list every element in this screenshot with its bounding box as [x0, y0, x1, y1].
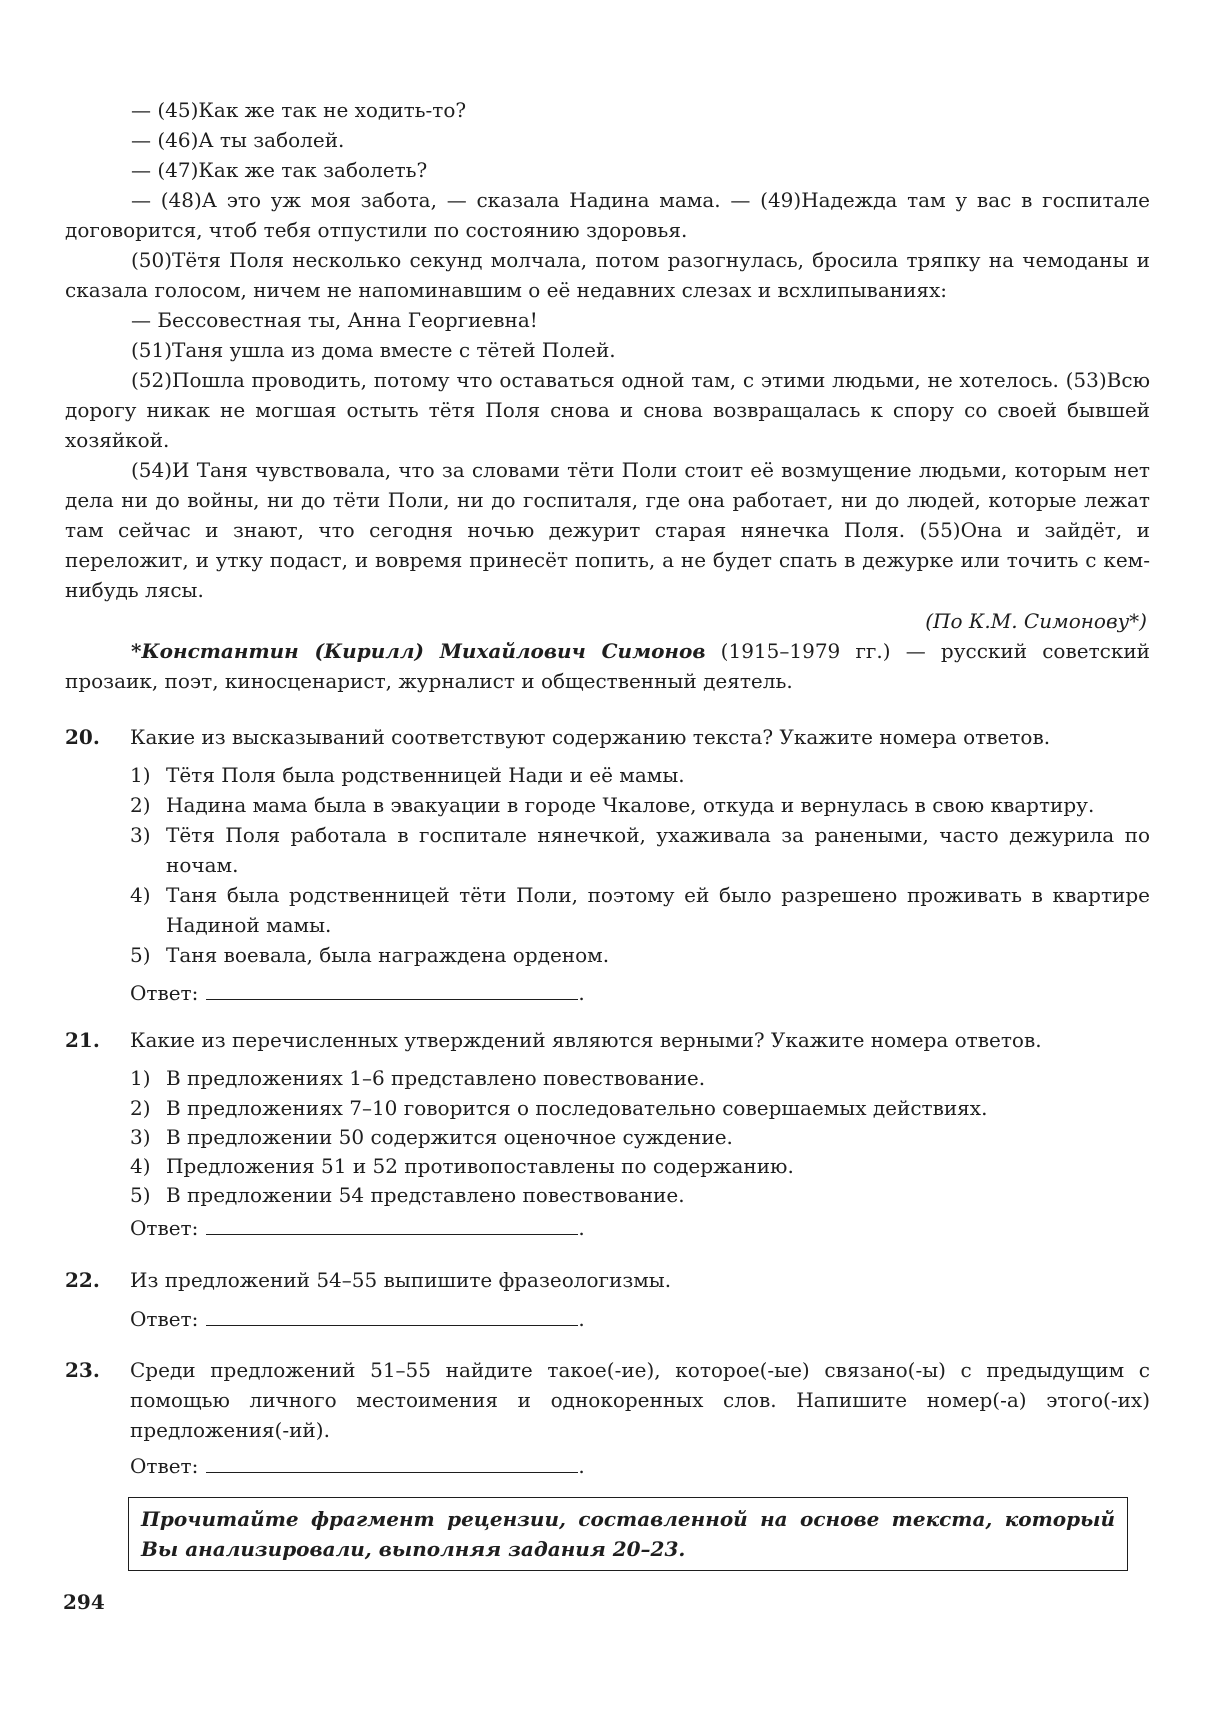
- option-text: В предложении 54 представлено повествование.: [166, 1183, 685, 1207]
- answer-option: [130, 820, 1150, 880]
- answer-option: [130, 880, 1150, 940]
- passage-paragraph: (54)И Таня чувствовала, что за словами тёти Поли стоит её возмущение людьми, которым нет дела ни до войны, ни до тёти Поли, ни до госпиталя, где она работает, ни до людей, которые лежат там сейчас и знают, что сегодня ночью дежурит старая нянечка Поля. (55)Она и зайдёт, и переложит, и утку подаст, и вовремя принесёт попить, а не будет спать в дежурке или точить с кем-нибудь лясы.: [65, 458, 1150, 602]
- answer-dot: .: [578, 1216, 585, 1240]
- dialogue-line: — (46)А ты заболей.: [131, 128, 345, 152]
- option-number: 4): [130, 1154, 151, 1178]
- answer-blank-line[interactable]: [206, 1450, 578, 1473]
- answer-dot: .: [578, 1454, 585, 1478]
- option-number: 5): [130, 943, 151, 967]
- answer-option: [130, 1063, 1150, 1093]
- option-text: Таня воевала, была награждена орденом.: [166, 943, 610, 967]
- option-text: Тётя Поля была родственницей Нади и её мамы.: [166, 763, 685, 787]
- author-footnote: [65, 636, 1150, 696]
- page-number: 294: [63, 1590, 105, 1614]
- option-number: 3): [130, 1125, 151, 1149]
- option-text: Таня была родственницей тёти Поли, поэтому ей было разрешено проживать в квартире Надиной мамы.: [166, 883, 1150, 937]
- answer-option: [130, 790, 1150, 820]
- option-text: Надина мама была в эвакуации в городе Чкалове, откуда и вернулась в свою квартиру.: [166, 793, 1095, 817]
- passage-paragraph: (50)Тётя Поля несколько секунд молчала, потом разогнулась, бросила тряпку на чемоданы и сказала голосом, ничем не напоминавшим о её недавних слезах и всхлипываниях:: [65, 248, 1150, 302]
- option-text: Предложения 51 и 52 противопоставлены по содержанию.: [166, 1154, 794, 1178]
- question-text: Какие из высказываний соответствуют содержанию текста? Укажите номера ответов.: [130, 725, 1051, 749]
- answer-blank-line[interactable]: [206, 1212, 578, 1235]
- answer-option: [130, 1151, 1150, 1181]
- answer-field: [130, 1212, 585, 1243]
- answer-option: [130, 760, 1150, 790]
- question-text: Среди предложений 51–55 найдите такое(-ие), которое(-ые) связано(-ы) с предыдущим с помощью личного местоимения и однокоренных слов. Напишите номер(-а) этого(-их) предложения(-ий).: [130, 1358, 1150, 1442]
- option-number: 1): [130, 763, 151, 787]
- question-number: 21.: [65, 1028, 100, 1052]
- question-number: 23.: [65, 1358, 100, 1382]
- dialogue-line: — (47)Как же так заболеть?: [131, 158, 428, 182]
- question-number: 22.: [65, 1268, 100, 1292]
- answer-blank-line[interactable]: [206, 977, 578, 1000]
- answer-blank-line[interactable]: [206, 1303, 578, 1326]
- dialogue-line: — Бессовестная ты, Анна Георгиевна!: [131, 308, 538, 332]
- answer-option: [130, 940, 1150, 970]
- passage-paragraph: — (48)А это уж моя забота, — сказала Надина мама. — (49)Надежда там у вас в госпитале договорится, чтоб тебя отпустили по состоянию здоровья.: [65, 188, 1150, 242]
- passage-paragraph: (51)Таня ушла из дома вместе с тётей Полей.: [131, 338, 616, 362]
- option-number: 2): [130, 793, 151, 817]
- answer-dot: .: [578, 981, 585, 1005]
- option-text: Тётя Поля работала в госпитале нянечкой, ухаживала за ранеными, часто дежурила по ночам.: [166, 823, 1150, 877]
- option-number: 1): [130, 1066, 151, 1090]
- question-text: Из предложений 54–55 выпишите фразеологизмы.: [130, 1268, 672, 1292]
- answer-label: Ответ:: [130, 1216, 199, 1240]
- answer-field: [130, 977, 585, 1008]
- instruction-box: Прочитайте фрагмент рецензии, составленной на основе текста, который Вы анализировали, выполняя задания 20–23.: [128, 1497, 1128, 1571]
- option-number: 4): [130, 883, 151, 907]
- answer-field: [130, 1303, 585, 1334]
- source-attribution: (По К.М. Симонову*): [925, 609, 1147, 633]
- option-text: В предложении 50 содержится оценочное суждение.: [166, 1125, 733, 1149]
- dialogue-line: — (45)Как же так не ходить-то?: [131, 98, 467, 122]
- option-number: 2): [130, 1096, 151, 1120]
- question-text: Какие из перечисленных утверждений являются верными? Укажите номера ответов.: [130, 1028, 1042, 1052]
- answer-option: [130, 1093, 1150, 1123]
- answer-dot: .: [578, 1307, 585, 1331]
- author-description: (1915–1979 гг.) — русский советский прозаик, поэт, киносценарист, журналист и общественный деятель.: [65, 639, 1150, 693]
- answer-label: Ответ:: [130, 1307, 199, 1331]
- answer-option: [130, 1122, 1150, 1152]
- option-text: В предложениях 7–10 говорится о последовательно совершаемых действиях.: [166, 1096, 988, 1120]
- question-number: 20.: [65, 725, 100, 749]
- answer-label: Ответ:: [130, 1454, 199, 1478]
- option-number: 5): [130, 1183, 151, 1207]
- author-name: *Константин (Кирилл) Михайлович Симонов: [131, 639, 706, 663]
- answer-label: Ответ:: [130, 981, 199, 1005]
- option-number: 3): [130, 823, 151, 847]
- answer-field: [130, 1450, 585, 1481]
- answer-option: [130, 1180, 1150, 1210]
- option-text: В предложениях 1–6 представлено повествование.: [166, 1066, 706, 1090]
- passage-paragraph: (52)Пошла проводить, потому что оставаться одной там, с этими людьми, не хотелось. (53)Всю дорогу никак не могшая остыть тётя Поля снова и снова возвращалась к спору со своей бывшей хозяйкой.: [65, 368, 1150, 452]
